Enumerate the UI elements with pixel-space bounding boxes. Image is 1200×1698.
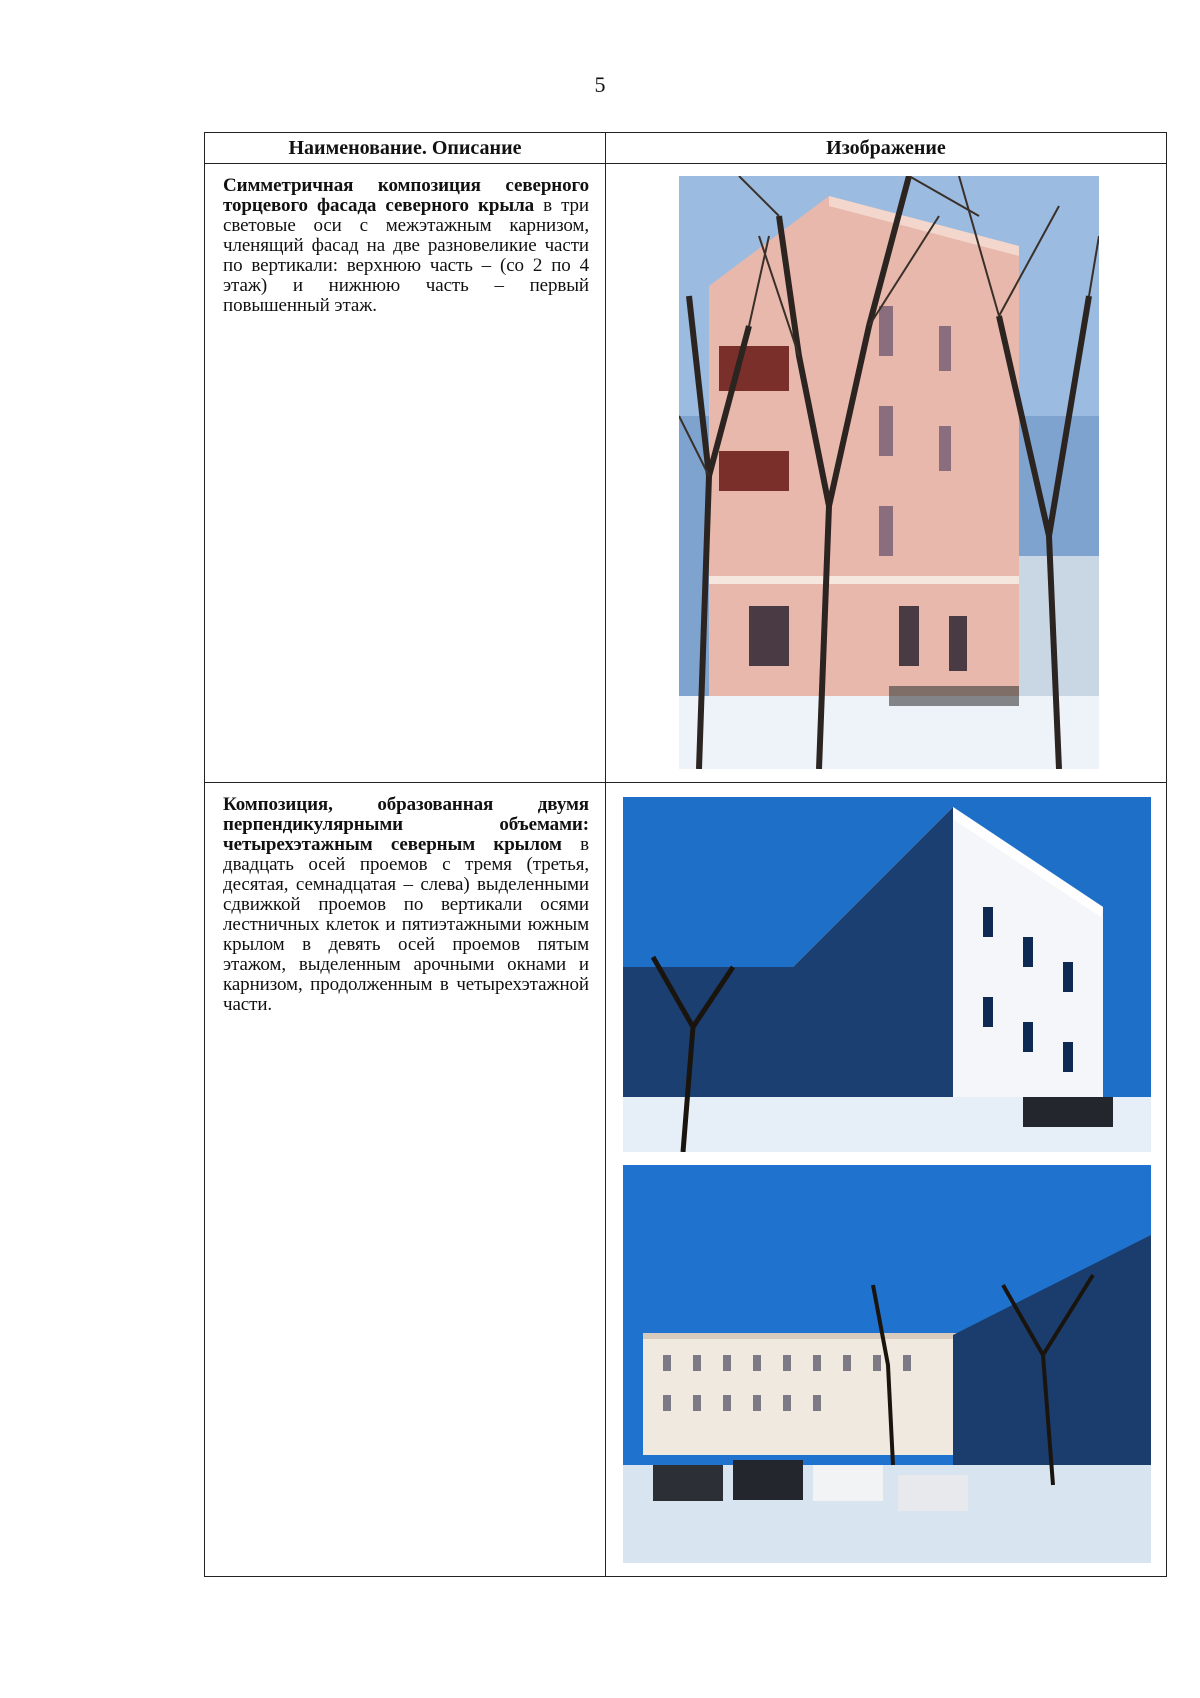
description-text <box>205 783 605 1015</box>
image-cell <box>606 164 1167 783</box>
table-header-row <box>205 133 1167 164</box>
description-cell <box>205 164 606 783</box>
image-cell <box>606 783 1167 1577</box>
description-cell <box>205 783 606 1577</box>
table-row <box>205 164 1167 783</box>
table-row <box>205 783 1167 1577</box>
description-text <box>205 164 605 316</box>
photo-courtyard <box>623 1165 1151 1563</box>
photo-north-facade <box>679 176 1099 769</box>
description-bold: Симметричная композиция северного торцевого фасада северного крыла <box>223 175 589 216</box>
description-rest: в двадцать осей проемов с тремя (третья, десятая, семнадцатая – слева) выделенными сдвижкой проемов по вертикали осями лестничных клеток и пятиэтажными южным крылом в девять осей проемов пятым этажом, выделенным арочными окнами и карнизом, продолженным в четырехэтажной части. <box>223 834 589 1015</box>
header-description: Наименование. Описание <box>205 133 606 164</box>
description-rest: в три световые оси с межэтажным карнизом, членящий фасад на две разновеликие части по вертикали: верхнюю часть – (со 2 по 4 этаж) и нижнюю часть – первый повышенный этаж. <box>223 195 589 316</box>
description-bold: Композиция, образованная двумя перпендикулярными объемами: четырехэтажным северным крылом <box>223 794 589 855</box>
photo-building-corner <box>623 797 1151 1152</box>
description-table <box>204 132 1167 1577</box>
page-number: 5 <box>594 72 606 97</box>
header-image: Изображение <box>606 133 1167 164</box>
